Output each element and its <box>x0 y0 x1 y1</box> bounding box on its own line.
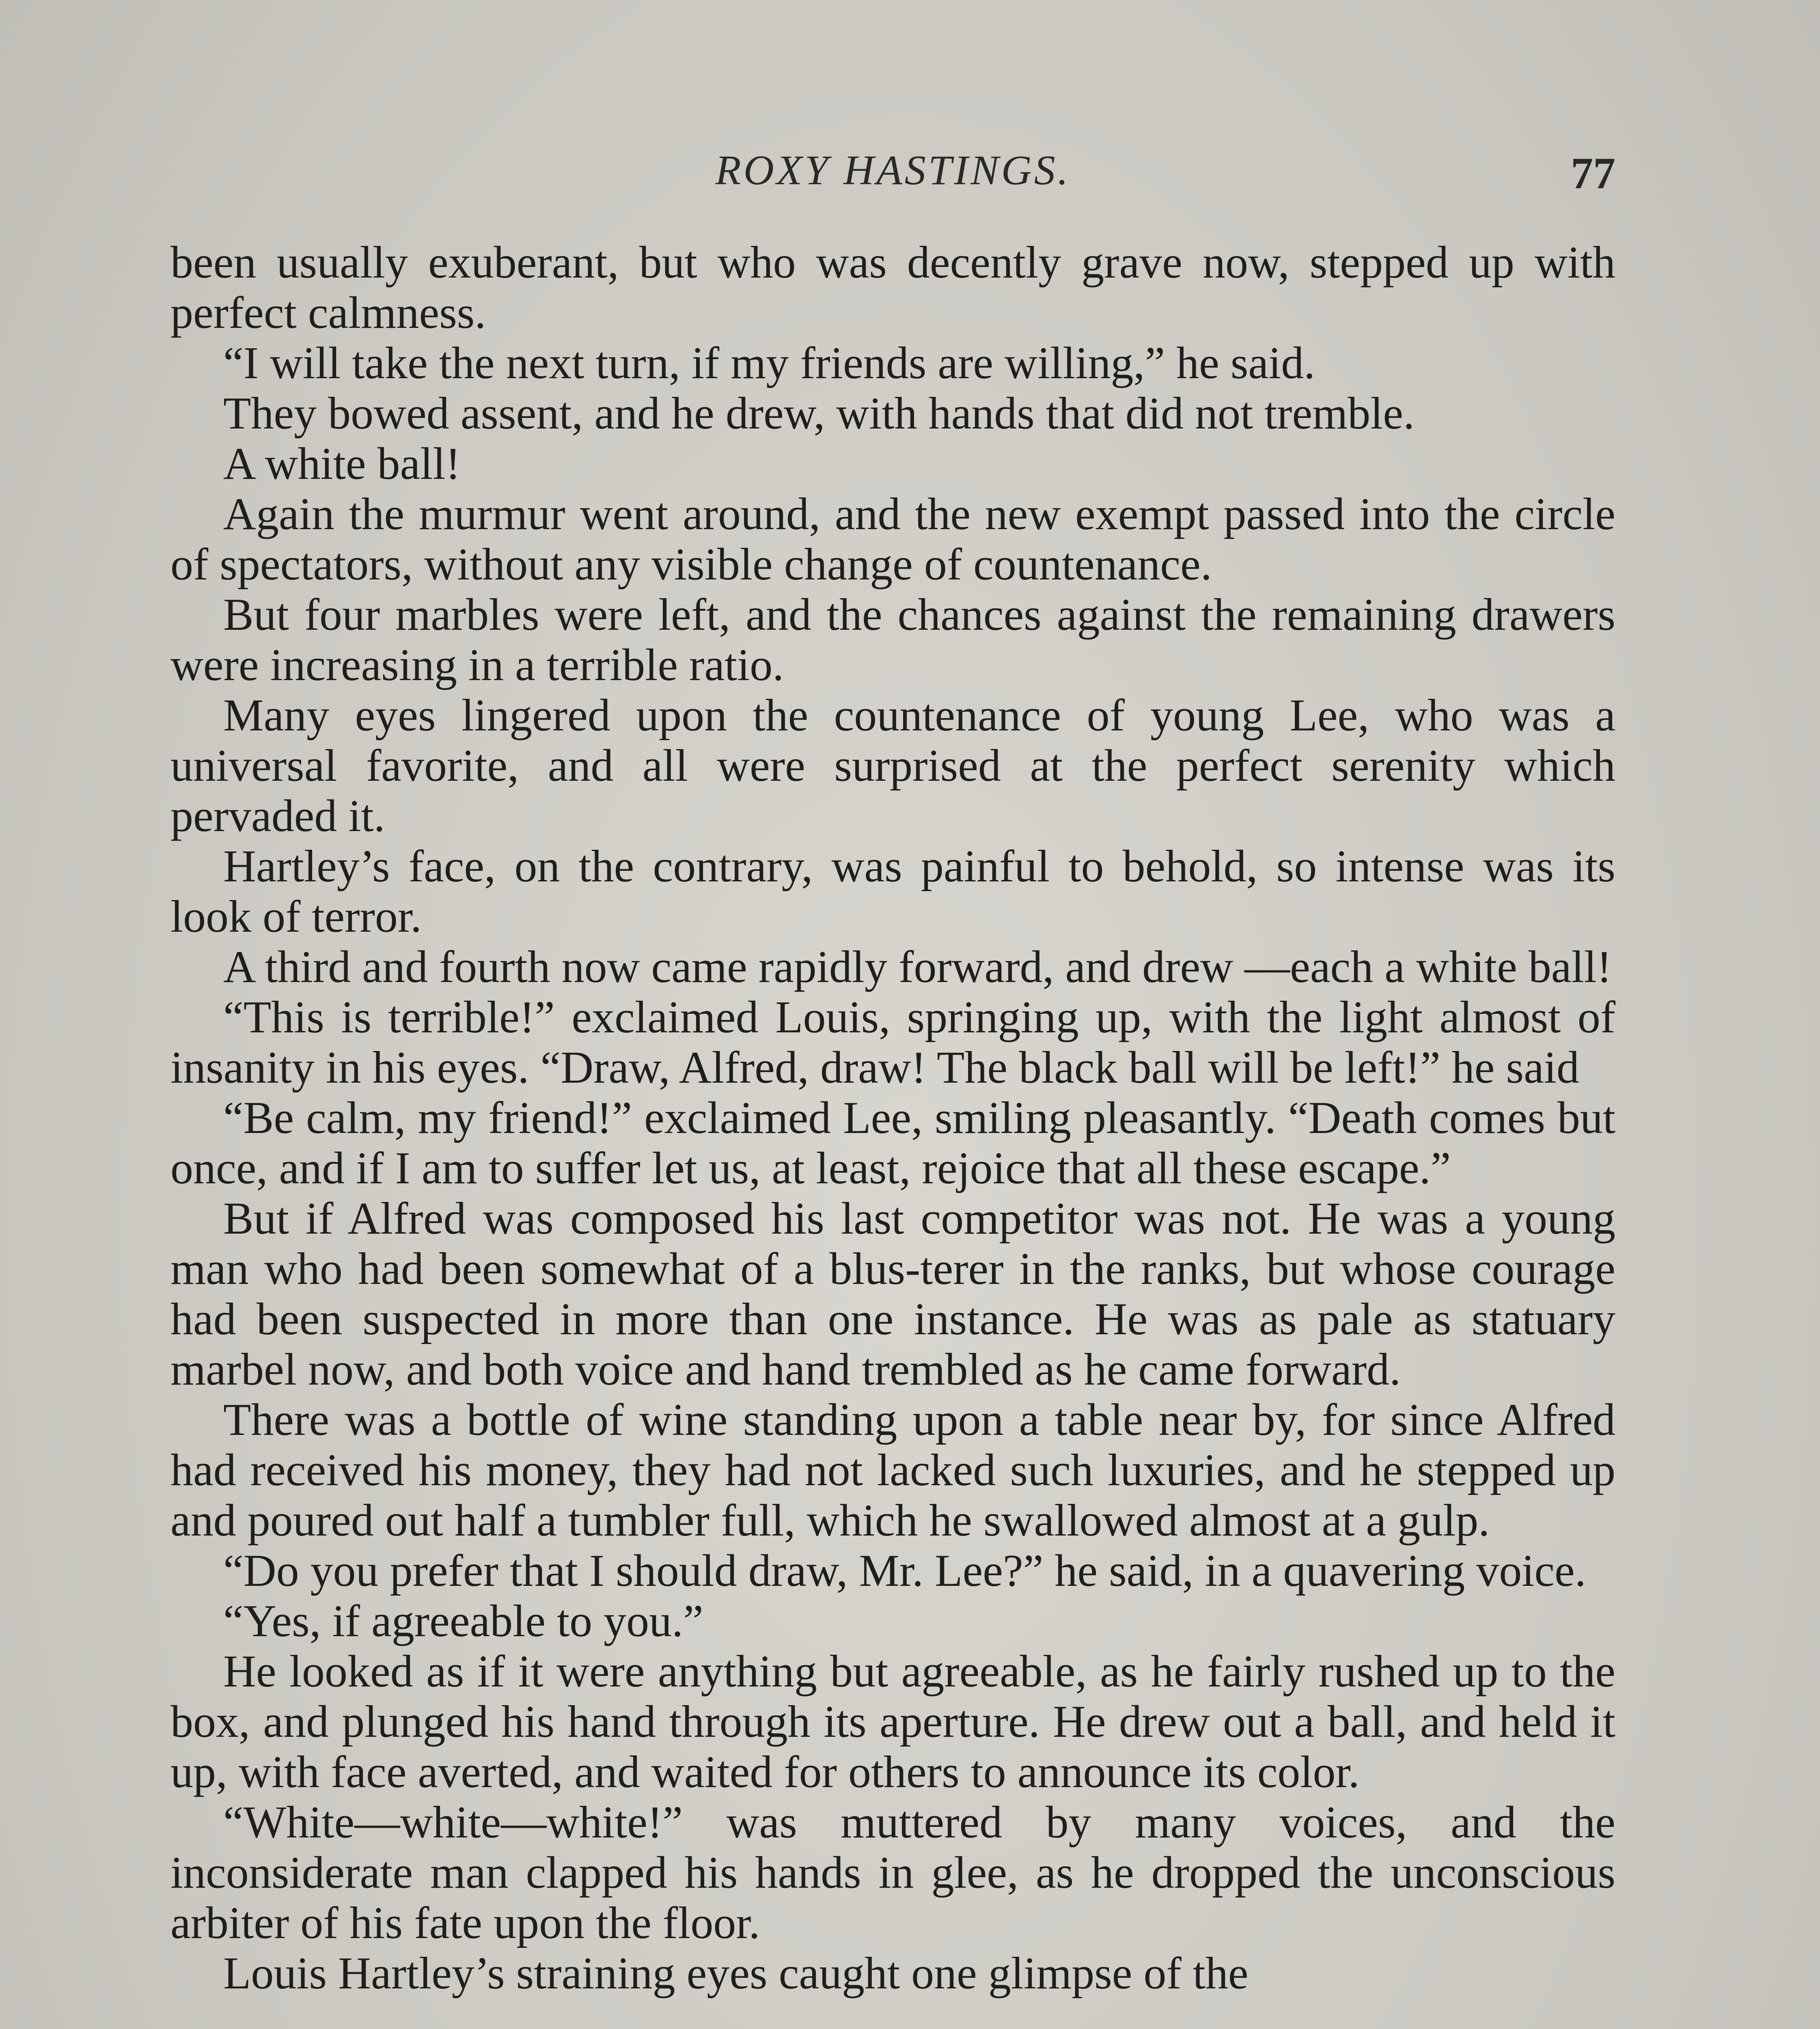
running-title: ROXY HASTINGS. <box>715 147 1071 194</box>
paragraph-16: He looked as if it were anything but agreeable, as he fairly rushed up to the box, and plunged his hand through its aperture. He drew out a ball, and held it up, with face averted, and waited for others to announce its color. <box>170 1646 1615 1797</box>
paragraph-9: A third and fourth now came rapidly forward, and drew —each a white ball! <box>223 942 1612 992</box>
paragraph-3: They bowed assent, and he drew, with hands that did not tremble. <box>223 388 1415 439</box>
paragraph-6: But four marbles were left, and the chances against the remaining drawers were increasing in a terrible ratio. <box>170 590 1615 690</box>
paragraph-10: “This is terrible!” exclaimed Louis, springing up, with the light almost of insanity in his eyes. “Draw, Alfred, draw! The black ball will be left!” he said <box>170 992 1615 1093</box>
running-head <box>170 146 1615 211</box>
paragraph-13: There was a bottle of wine standing upon a table near by, for since Alfred had received his money, they had not lacked such luxuries, and he stepped up and poured out half a tumbler full, which he swallowed almost at a gulp. <box>170 1395 1615 1546</box>
body-text <box>170 237 1615 1999</box>
paragraph-11: “Be calm, my friend!” exclaimed Lee, smiling pleasantly. “Death comes but once, and if I am to suffer let us, at least, rejoice that all these escape.” <box>170 1093 1615 1193</box>
paragraph-14: “Do you prefer that I should draw, Mr. Lee?” he said, in a quavering voice. <box>223 1546 1586 1596</box>
paragraph-12: But if Alfred was composed his last competitor was not. He was a young man who had been somewhat of a blus-terer in the ranks, but whose courage had been suspected in more than one instance. He was as pale as statuary marbel now, and both voice and hand trembled as he came forward. <box>170 1193 1615 1395</box>
paragraph-18: Louis Hartley’s straining eyes caught one glimpse of the <box>223 1948 1249 1999</box>
paragraph-4: A white ball! <box>223 439 461 489</box>
paragraph-8: Hartley’s face, on the contrary, was painful to behold, so intense was its look of terror. <box>170 841 1615 942</box>
paragraph-5: Again the murmur went around, and the new exempt passed into the circle of spectators, without any visible change of countenance. <box>170 489 1615 590</box>
paragraph-15: “Yes, if agreeable to you.” <box>223 1596 703 1646</box>
paragraph-1: been usually exuberant, but who was decently grave now, stepped up with perfect calmness. <box>170 237 1615 338</box>
paragraph-2: “I will take the next turn, if my friends are willing,” he said. <box>223 338 1315 388</box>
paragraph-7: Many eyes lingered upon the countenance of young Lee, who was a universal favorite, and all were surprised at the perfect serenity which pervaded it. <box>170 690 1615 841</box>
paragraph-17: “White—white—white!” was muttered by many voices, and the inconsiderate man clapped his hands in glee, as he dropped the unconscious arbiter of his fate upon the floor. <box>170 1797 1615 1948</box>
page-number: 77 <box>1571 149 1615 198</box>
